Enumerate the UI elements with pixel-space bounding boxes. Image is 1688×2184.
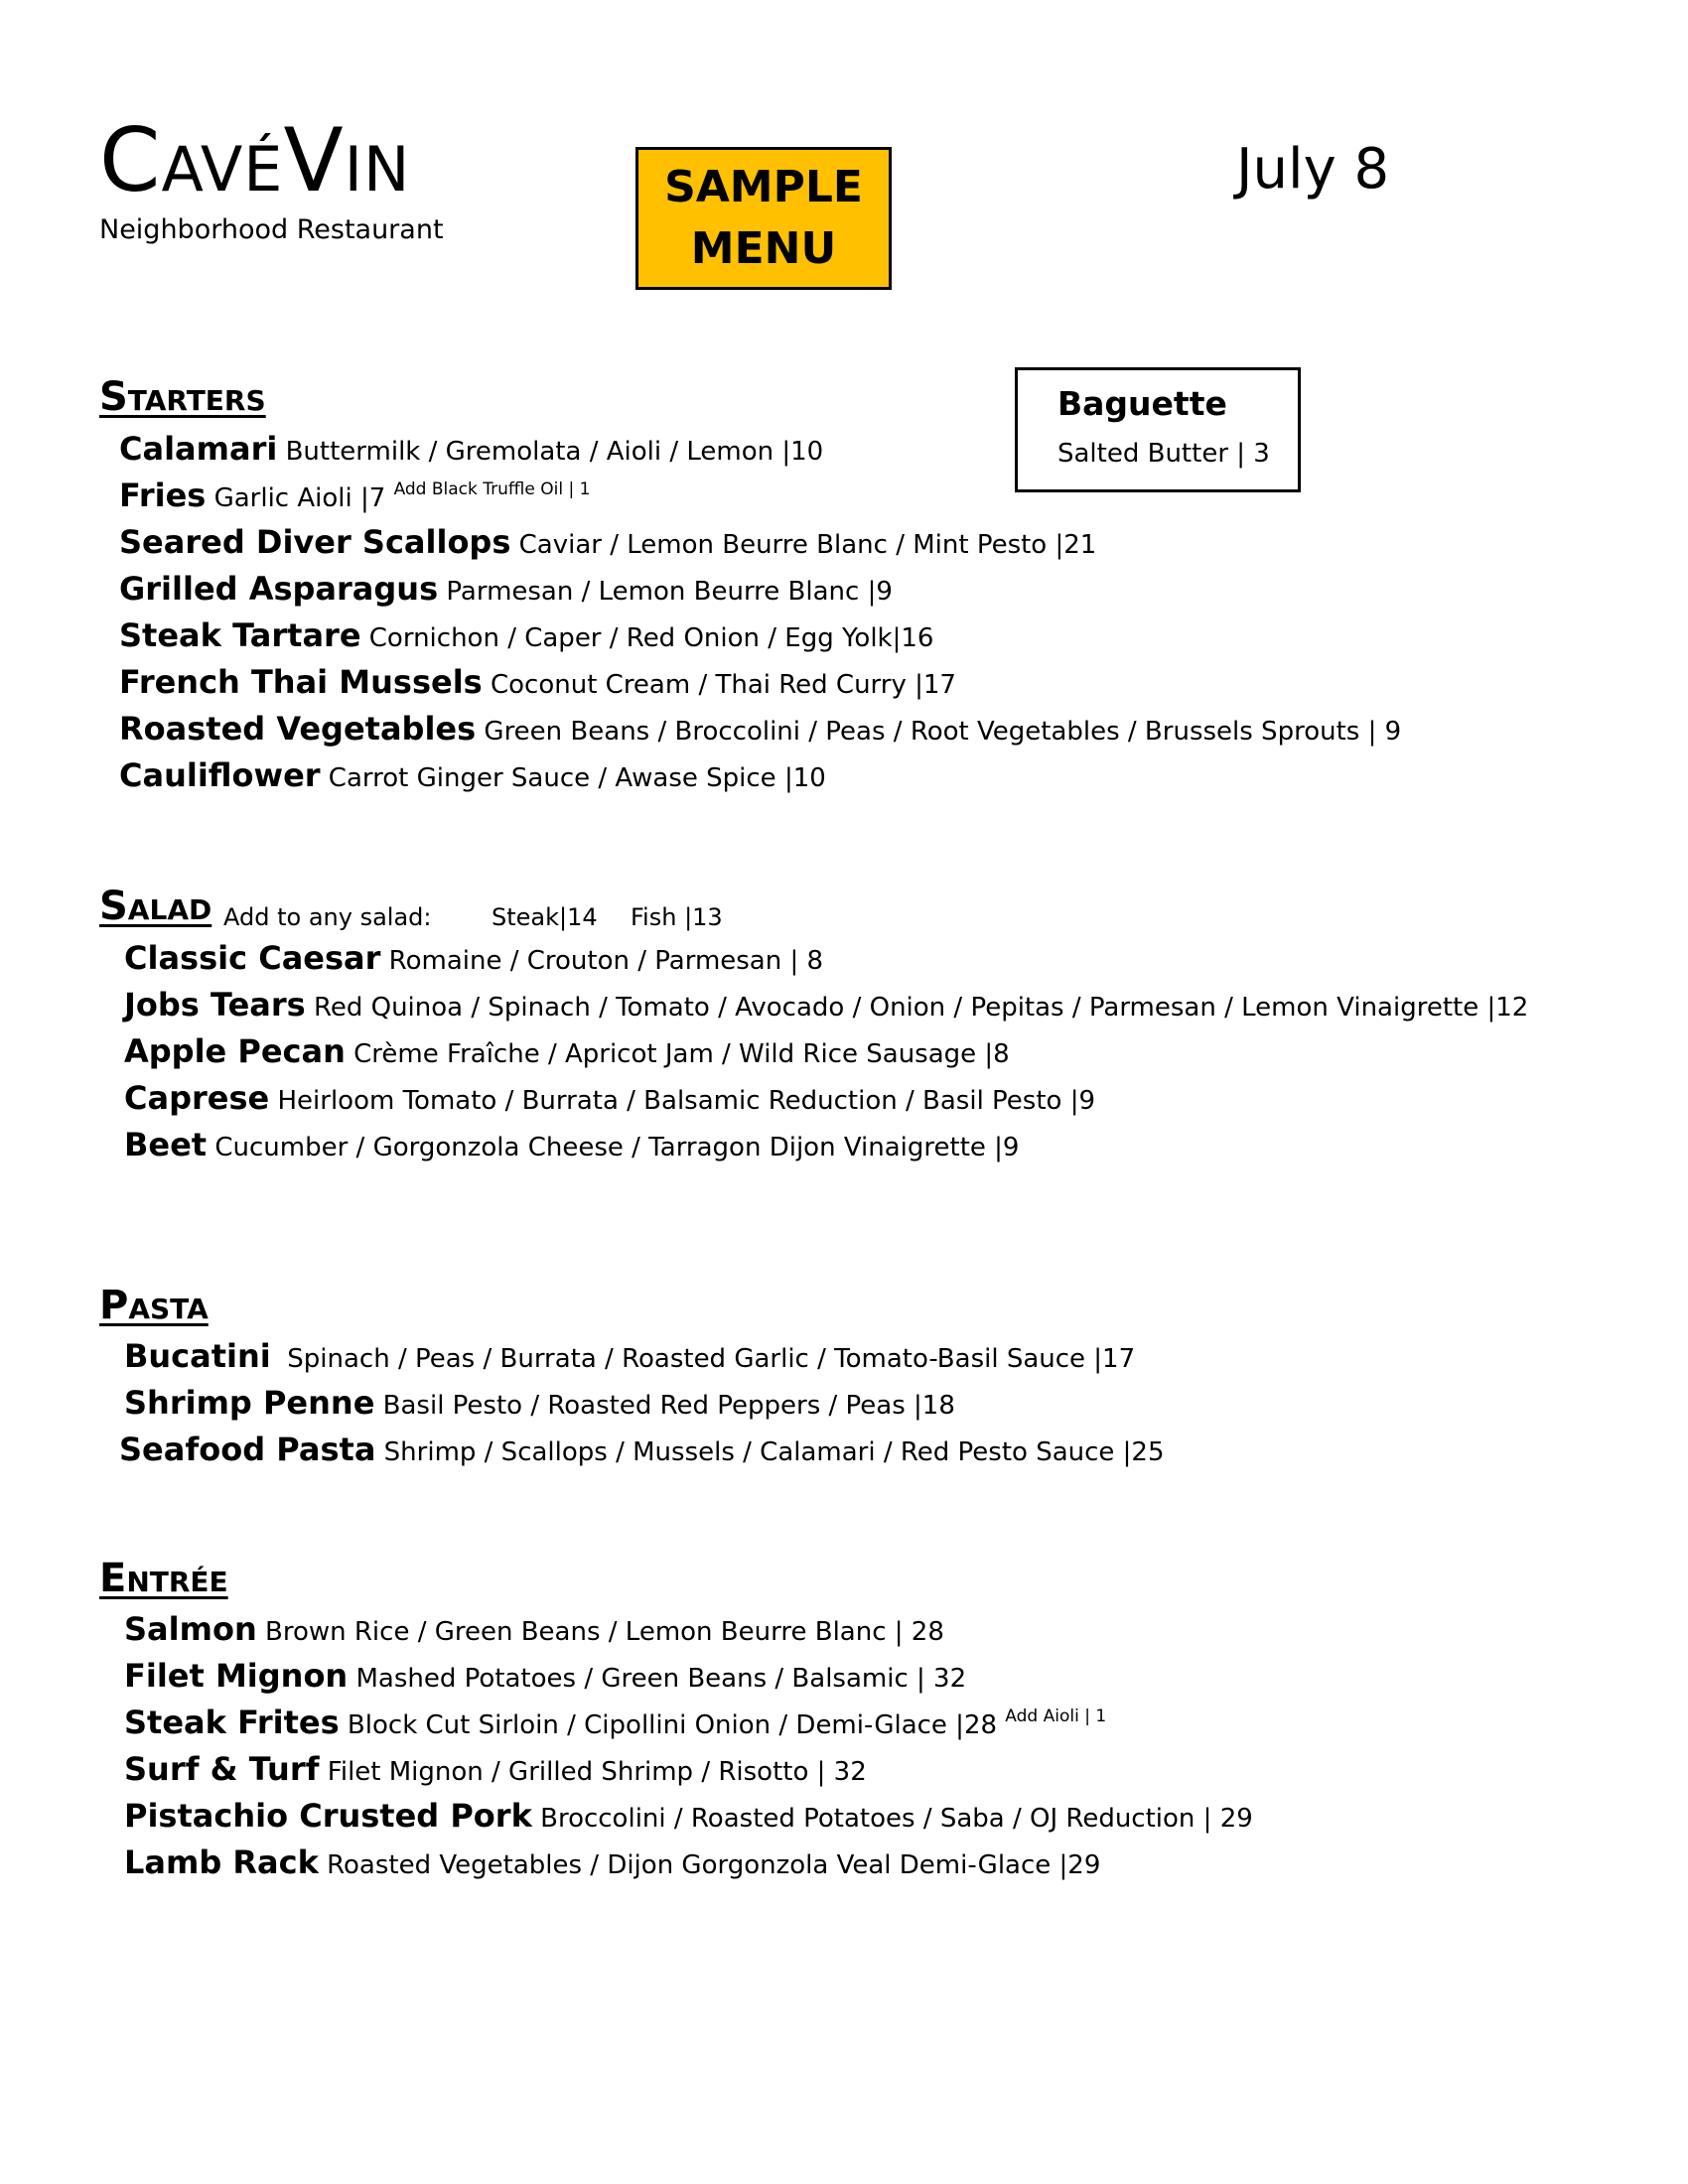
item-desc: Green Beans / Broccolini / Peas / Root Vegetables / Brussels Sprouts | 9 (476, 717, 1402, 747)
item-name: Steak Frites (124, 1704, 340, 1741)
item-desc: Crème Fraîche / Apricot Jam / Wild Rice Sausage |8 (345, 1039, 1010, 1069)
item-name: Seared Diver Scallops (119, 523, 511, 561)
item-note: Add Black Truffle Oil | 1 (393, 479, 591, 499)
item-desc: Roasted Vegetables / Dijon Gorgonzola Veal Demi-Glace |29 (318, 1850, 1101, 1880)
item-desc: Mashed Potatoes / Green Beans / Balsamic | 32 (348, 1664, 967, 1694)
menu-item (119, 570, 893, 608)
menu-item (124, 1610, 944, 1648)
menu-item (124, 986, 1529, 1024)
item-name: Beet (124, 1126, 208, 1163)
menu-item (119, 430, 824, 468)
menu-item (124, 1704, 1107, 1741)
item-name: Fries (119, 477, 207, 514)
menu-date: July 8 (1236, 137, 1390, 202)
restaurant-name: CavéVin (99, 109, 411, 211)
baguette-box (1015, 367, 1301, 492)
item-name: Jobs Tears (124, 986, 306, 1024)
restaurant-logo (99, 109, 444, 245)
item-name: Cauliflower (119, 756, 321, 794)
menu-item (124, 1843, 1101, 1881)
item-name: Steak Tartare (119, 616, 361, 654)
menu-item (119, 523, 1097, 561)
item-desc: Cucumber / Gorgonzola Cheese / Tarragon Dijon Vinaigrette |9 (207, 1133, 1020, 1162)
item-name: Caprese (124, 1079, 270, 1117)
menu-item (124, 1079, 1096, 1117)
menu-item (119, 663, 956, 701)
section-heading-salad: Salad (99, 884, 212, 929)
item-desc: Red Quinoa / Spinach / Tomato / Avocado / Onion / Pepitas / Parmesan / Lemon Vinaigrette |12 (305, 993, 1529, 1023)
item-name: Surf & Turf (124, 1750, 320, 1788)
item-desc: Basil Pesto / Roasted Red Peppers / Peas |18 (374, 1391, 955, 1421)
sample-menu-badge (635, 147, 892, 290)
item-desc: Carrot Ginger Sauce / Awase Spice |10 (320, 763, 826, 793)
baguette-title: Baguette (1057, 384, 1227, 423)
badge-line-2: MENU (690, 223, 837, 274)
menu-item (124, 1750, 867, 1788)
menu-item (124, 1657, 967, 1695)
item-name: Classic Caesar (124, 939, 381, 977)
restaurant-tagline: Neighborhood Restaurant (99, 214, 444, 245)
menu-item (124, 939, 824, 977)
menu-item (124, 1384, 955, 1422)
menu-item (119, 616, 934, 654)
item-desc: Parmesan / Lemon Beurre Blanc |9 (438, 577, 893, 607)
item-name: Roasted Vegetables (119, 710, 477, 748)
item-desc: Caviar / Lemon Beurre Blanc / Mint Pesto |21 (510, 530, 1097, 560)
item-name: Seafood Pasta (119, 1431, 376, 1468)
section-heading-entree: Entrée (99, 1556, 228, 1601)
item-name: Shrimp Penne (124, 1384, 375, 1422)
item-name: Filet Mignon (124, 1657, 349, 1695)
baguette-desc: Salted Butter | 3 (1057, 439, 1270, 469)
item-desc: Block Cut Sirloin / Cipollini Onion / Demi-Glace |28 (339, 1710, 1006, 1740)
item-desc: Buttermilk / Gremolata / Aioli / Lemon |10 (277, 437, 824, 467)
menu-item (119, 477, 591, 514)
item-desc: Garlic Aioli |7 (206, 483, 394, 513)
salad-addons (223, 903, 723, 931)
menu-item (124, 1797, 1253, 1835)
item-name: Lamb Rack (124, 1843, 319, 1881)
menu-item (119, 710, 1402, 748)
item-name: Bucatini (124, 1337, 271, 1375)
item-name: Salmon (124, 1610, 257, 1648)
addon-fish: Fish |13 (631, 903, 723, 931)
item-desc: Coconut Cream / Thai Red Curry |17 (482, 670, 956, 700)
menu-item (119, 1431, 1165, 1468)
item-desc: Spinach / Peas / Burrata / Roasted Garlic / Tomato-Basil Sauce |17 (270, 1344, 1136, 1374)
item-desc: Cornichon / Caper / Red Onion / Egg Yolk|16 (360, 623, 934, 653)
item-desc: Filet Mignon / Grilled Shrimp / Risotto | 32 (319, 1757, 867, 1787)
item-name: Apple Pecan (124, 1032, 346, 1070)
addon-label: Add to any salad: (223, 903, 432, 931)
item-desc: Shrimp / Scallops / Mussels / Calamari / Red Pesto Sauce |25 (375, 1437, 1165, 1467)
item-name: Grilled Asparagus (119, 570, 439, 608)
menu-item (124, 1126, 1020, 1163)
menu-item (119, 756, 826, 794)
item-desc: Heirloom Tomato / Burrata / Balsamic Reduction / Basil Pesto |9 (269, 1086, 1096, 1116)
section-heading-starters: Starters (99, 374, 266, 420)
menu-item (124, 1337, 1136, 1375)
menu-item (124, 1032, 1010, 1070)
item-desc: Romaine / Crouton / Parmesan | 8 (380, 946, 824, 976)
item-note: Add Aioli | 1 (1005, 1706, 1107, 1726)
section-heading-pasta: Pasta (99, 1283, 209, 1328)
item-name: French Thai Mussels (119, 663, 483, 701)
item-desc: Brown Rice / Green Beans / Lemon Beurre Blanc | 28 (256, 1617, 944, 1647)
item-name: Pistachio Crusted Pork (124, 1797, 532, 1835)
badge-line-1: SAMPLE (664, 162, 863, 213)
item-desc: Broccolini / Roasted Potatoes / Saba / OJ Reduction | 29 (531, 1804, 1253, 1834)
addon-steak: Steak|14 (492, 903, 598, 931)
item-name: Calamari (119, 430, 278, 468)
